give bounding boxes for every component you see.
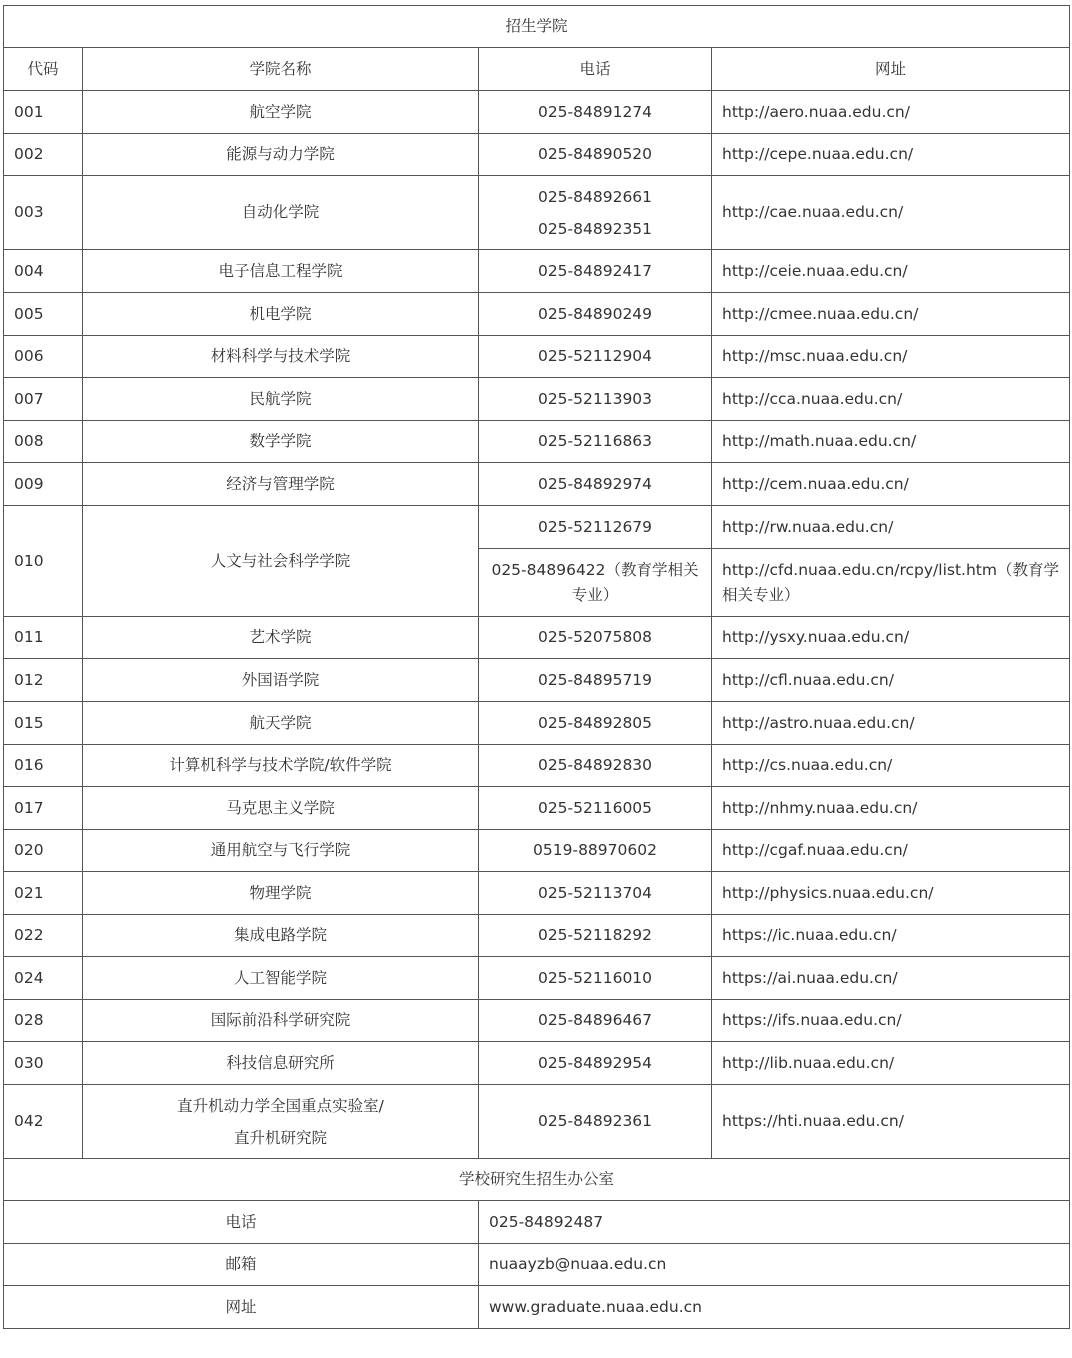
- table-row: [4, 830, 1070, 872]
- college-code: 042: [4, 1085, 83, 1159]
- college-url-link[interactable]: http://cepe.nuaa.edu.cn/: [712, 134, 1070, 176]
- college-phone: 025-52116010: [479, 957, 712, 1000]
- table-row: [4, 702, 1070, 745]
- table-row: [4, 134, 1070, 176]
- office-row: [4, 1244, 1070, 1286]
- college-phone: 025-84892417: [479, 250, 712, 293]
- table-row: [4, 745, 1070, 787]
- college-phone: 025-84892830: [479, 745, 712, 787]
- table-row: [4, 787, 1070, 830]
- office-title-row: [4, 1159, 1070, 1201]
- college-name: 科技信息研究所: [83, 1042, 479, 1085]
- college-code: 001: [4, 91, 83, 134]
- college-phone: 025-52112679: [479, 506, 712, 549]
- college-name: 机电学院: [83, 293, 479, 336]
- college-code: 028: [4, 1000, 83, 1042]
- college-code: 002: [4, 134, 83, 176]
- college-code: 030: [4, 1042, 83, 1085]
- office-row: [4, 1286, 1070, 1329]
- college-name: 经济与管理学院: [83, 463, 479, 506]
- college-url-link[interactable]: http://cs.nuaa.edu.cn/: [712, 745, 1070, 787]
- college-url-link[interactable]: http://msc.nuaa.edu.cn/: [712, 336, 1070, 378]
- college-code: 005: [4, 293, 83, 336]
- college-phone: 025-84896422（教育学相关专业）: [479, 549, 712, 617]
- table-row: [4, 872, 1070, 915]
- college-name: 数学学院: [83, 421, 479, 463]
- college-phone: 025-52075808: [479, 617, 712, 659]
- college-url-link[interactable]: http://aero.nuaa.edu.cn/: [712, 91, 1070, 134]
- college-url-link[interactable]: http://astro.nuaa.edu.cn/: [712, 702, 1070, 745]
- college-url-link[interactable]: http://rw.nuaa.edu.cn/: [712, 506, 1070, 549]
- college-name: 民航学院: [83, 378, 479, 421]
- college-name: 集成电路学院: [83, 915, 479, 957]
- table-row: [4, 463, 1070, 506]
- college-phone: [479, 176, 712, 250]
- header-row: [4, 48, 1070, 91]
- college-url-link[interactable]: http://nhmy.nuaa.edu.cn/: [712, 787, 1070, 830]
- college-url-link[interactable]: http://ceie.nuaa.edu.cn/: [712, 250, 1070, 293]
- college-phone: 025-52116005: [479, 787, 712, 830]
- section-title-row: [4, 6, 1070, 48]
- college-name: 电子信息工程学院: [83, 250, 479, 293]
- college-code: 021: [4, 872, 83, 915]
- office-row: [4, 1201, 1070, 1244]
- college-code: 007: [4, 378, 83, 421]
- college-phone: 025-84890249: [479, 293, 712, 336]
- college-phone: 025-84896467: [479, 1000, 712, 1042]
- college-code: 003: [4, 176, 83, 250]
- college-url-link[interactable]: http://cmee.nuaa.edu.cn/: [712, 293, 1070, 336]
- college-name: [83, 1085, 479, 1159]
- table-row: [4, 506, 1070, 549]
- office-email-link[interactable]: nuaayzb@nuaa.edu.cn: [479, 1244, 1070, 1286]
- office-website-link[interactable]: www.graduate.nuaa.edu.cn: [479, 1286, 1070, 1329]
- college-code: 015: [4, 702, 83, 745]
- college-phone: 025-52118292: [479, 915, 712, 957]
- college-name: 人工智能学院: [83, 957, 479, 1000]
- section-title: 招生学院: [4, 6, 1070, 48]
- college-phone-line: 025-84892661: [537, 187, 653, 206]
- office-title: 学校研究生招生办公室: [4, 1159, 1070, 1201]
- college-phone: 0519-88970602: [479, 830, 712, 872]
- table-row: [4, 378, 1070, 421]
- college-code: 012: [4, 659, 83, 702]
- table-row: [4, 176, 1070, 250]
- colleges-table: [3, 5, 1070, 1329]
- college-code: 008: [4, 421, 83, 463]
- college-url-link[interactable]: http://cae.nuaa.edu.cn/: [712, 176, 1070, 250]
- college-name-line: 直升机研究院: [233, 1128, 327, 1147]
- college-url-link[interactable]: https://ic.nuaa.edu.cn/: [712, 915, 1070, 957]
- college-code: 017: [4, 787, 83, 830]
- college-url-link[interactable]: http://cgaf.nuaa.edu.cn/: [712, 830, 1070, 872]
- college-name: 计算机科学与技术学院/软件学院: [83, 745, 479, 787]
- table-row: [4, 91, 1070, 134]
- college-phone: 025-52116863: [479, 421, 712, 463]
- college-code: 016: [4, 745, 83, 787]
- college-name: 航空学院: [83, 91, 479, 134]
- table-row: [4, 293, 1070, 336]
- college-phone: 025-84891274: [479, 91, 712, 134]
- office-phone: 025-84892487: [479, 1201, 1070, 1244]
- header-url: 网址: [712, 48, 1070, 91]
- college-phone: 025-84895719: [479, 659, 712, 702]
- college-name: 马克思主义学院: [83, 787, 479, 830]
- table-row: [4, 1042, 1070, 1085]
- table-row: [4, 250, 1070, 293]
- college-code: 020: [4, 830, 83, 872]
- college-code: 011: [4, 617, 83, 659]
- table-row: [4, 617, 1070, 659]
- college-url-link[interactable]: http://ysxy.nuaa.edu.cn/: [712, 617, 1070, 659]
- office-label: 邮箱: [4, 1244, 479, 1286]
- college-phone: 025-84892805: [479, 702, 712, 745]
- college-phone: 025-84892954: [479, 1042, 712, 1085]
- table-row: [4, 421, 1070, 463]
- college-code: 024: [4, 957, 83, 1000]
- college-phone: 025-84890520: [479, 134, 712, 176]
- college-code: 010: [4, 506, 83, 617]
- college-name: 航天学院: [83, 702, 479, 745]
- college-phone: 025-84892361: [479, 1085, 712, 1159]
- table-row: [4, 1085, 1070, 1159]
- header-phone: 电话: [479, 48, 712, 91]
- table-row: [4, 1000, 1070, 1042]
- college-url-link[interactable]: https://ifs.nuaa.edu.cn/: [712, 1000, 1070, 1042]
- college-name: 材料科学与技术学院: [83, 336, 479, 378]
- college-name: 人文与社会科学学院: [83, 506, 479, 617]
- college-name: 国际前沿科学研究院: [83, 1000, 479, 1042]
- college-name-line: 直升机动力学全国重点实验室/: [177, 1096, 384, 1115]
- college-url-link[interactable]: https://hti.nuaa.edu.cn/: [712, 1085, 1070, 1159]
- college-name: 能源与动力学院: [83, 134, 479, 176]
- header-name: 学院名称: [83, 48, 479, 91]
- college-url-link[interactable]: https://ai.nuaa.edu.cn/: [712, 957, 1070, 1000]
- college-phone: 025-52113704: [479, 872, 712, 915]
- college-url-link[interactable]: http://physics.nuaa.edu.cn/: [712, 872, 1070, 915]
- college-name: 自动化学院: [83, 176, 479, 250]
- college-phone: 025-84892974: [479, 463, 712, 506]
- table-row: [4, 957, 1070, 1000]
- office-label: 网址: [4, 1286, 479, 1329]
- college-name: 艺术学院: [83, 617, 479, 659]
- header-code: 代码: [4, 48, 83, 91]
- college-code: 009: [4, 463, 83, 506]
- office-label: 电话: [4, 1201, 479, 1244]
- college-code: 022: [4, 915, 83, 957]
- college-name: 物理学院: [83, 872, 479, 915]
- college-url-link[interactable]: http://cem.nuaa.edu.cn/: [712, 463, 1070, 506]
- college-phone: 025-52112904: [479, 336, 712, 378]
- college-url-link[interactable]: http://cfl.nuaa.edu.cn/: [712, 659, 1070, 702]
- college-phone: 025-52113903: [479, 378, 712, 421]
- college-name: 外国语学院: [83, 659, 479, 702]
- table-row: [4, 659, 1070, 702]
- college-name: 通用航空与飞行学院: [83, 830, 479, 872]
- college-phone-line: 025-84892351: [537, 219, 653, 238]
- college-url-link[interactable]: http://lib.nuaa.edu.cn/: [712, 1042, 1070, 1085]
- college-url-link[interactable]: http://cfd.nuaa.edu.cn/rcpy/list.htm（教育学相关专业）: [712, 549, 1070, 617]
- college-url-link[interactable]: http://cca.nuaa.edu.cn/: [712, 378, 1070, 421]
- table-row: [4, 915, 1070, 957]
- college-code: 004: [4, 250, 83, 293]
- college-code: 006: [4, 336, 83, 378]
- table-row: [4, 336, 1070, 378]
- college-url-link[interactable]: http://math.nuaa.edu.cn/: [712, 421, 1070, 463]
